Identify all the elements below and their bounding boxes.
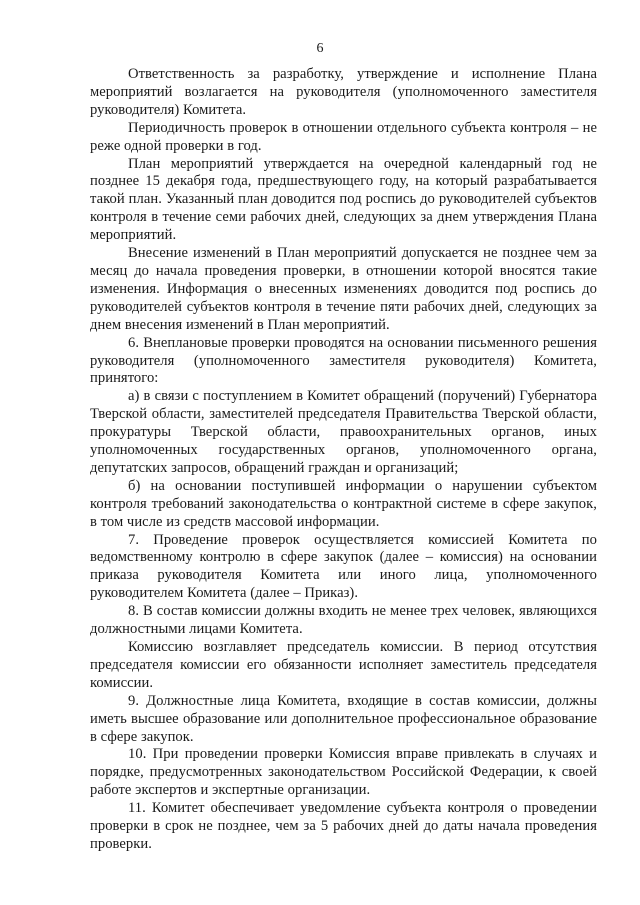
paragraph-item-6a: а) в связи с поступлением в Комитет обращений (поручений) Губернатора Тверской области, заместителей председателя Правительства Тверской области, прокуратуры Тверской области, правоохранительных органов, иных уполномоченных государственных органов, уполномоченного органа, депутатских запросов, обращений граждан и организаций; (90, 388, 597, 476)
paragraph-item-11: 11. Комитет обеспечивает уведомление субъекта контроля о проведении проверки в срок не позднее, чем за 5 рабочих дней до даты начала проведения проверки. (90, 800, 597, 852)
page-number: 6 (316, 41, 324, 56)
document-body (90, 66, 597, 854)
paragraph-responsibility: Ответственность за разработку, утверждение и исполнение Плана мероприятий возлагается на руководителя (уполномоченного заместителя руководителя) Комитета. (90, 66, 597, 118)
paragraph-item-6b: б) на основании поступившей информации о нарушении субъектом контроля требований законодательства о контрактной системе в сфере закупок, в том числе из средств массовой информации. (90, 477, 597, 530)
paragraph-commission-chair: Комиссию возглавляет председатель комиссии. В период отсутствия председателя комиссии его обязанности исполняет заместитель председателя комиссии. (90, 639, 597, 691)
paragraph-inspection-frequency: Периодичность проверок в отношении отдельного субъекта контроля – не реже одной проверки в год. (90, 119, 597, 154)
paragraph-item-9: 9. Должностные лица Комитета, входящие в состав комиссии, должны иметь высшее образование или дополнительное профессиональное образование в сфере закупок. (90, 692, 597, 745)
paragraph-plan-approval: План мероприятий утверждается на очередной календарный год не позднее 15 декабря года, предшествующего году, на который разрабатывается такой план. Указанный план доводится под роспись до руководителей субъектов контроля в течение семи рабочих дней, следующих за днем утверждения Плана мероприятий. (90, 155, 597, 244)
paragraph-plan-changes: Внесение изменений в План мероприятий допускается не позднее чем за месяц до начала проведения проверки, в отношении которой вносятся такие изменения. Информация о внесенных изменениях доводится под роспись до руководителей субъектов контроля в течение пяти рабочих дней, следующих за днем внесения изменений в План мероприятий. (90, 245, 597, 333)
paragraph-item-7: 7. Проведение проверок осуществляется комиссией Комитета по ведомственному контролю в сфере закупок (далее – комиссия) на основании приказа руководителя Комитета или иного лица, уполномоченного руководителем Комитета (далее – Приказ). (90, 531, 597, 602)
paragraph-item-8: 8. В состав комиссии должны входить не менее трех человек, являющихся должностными лицами Комитета. (90, 603, 597, 638)
paragraph-item-10: 10. При проведении проверки Комиссия вправе привлекать в случаях и порядке, предусмотренных законодательством Российской Федерации, к своей работе экспертов и экспертные организации. (90, 746, 597, 799)
paragraph-item-6: 6. Внеплановые проверки проводятся на основании письменного решения руководителя (уполномоченного заместителя руководителя) Комитета, принятого: (90, 334, 597, 387)
